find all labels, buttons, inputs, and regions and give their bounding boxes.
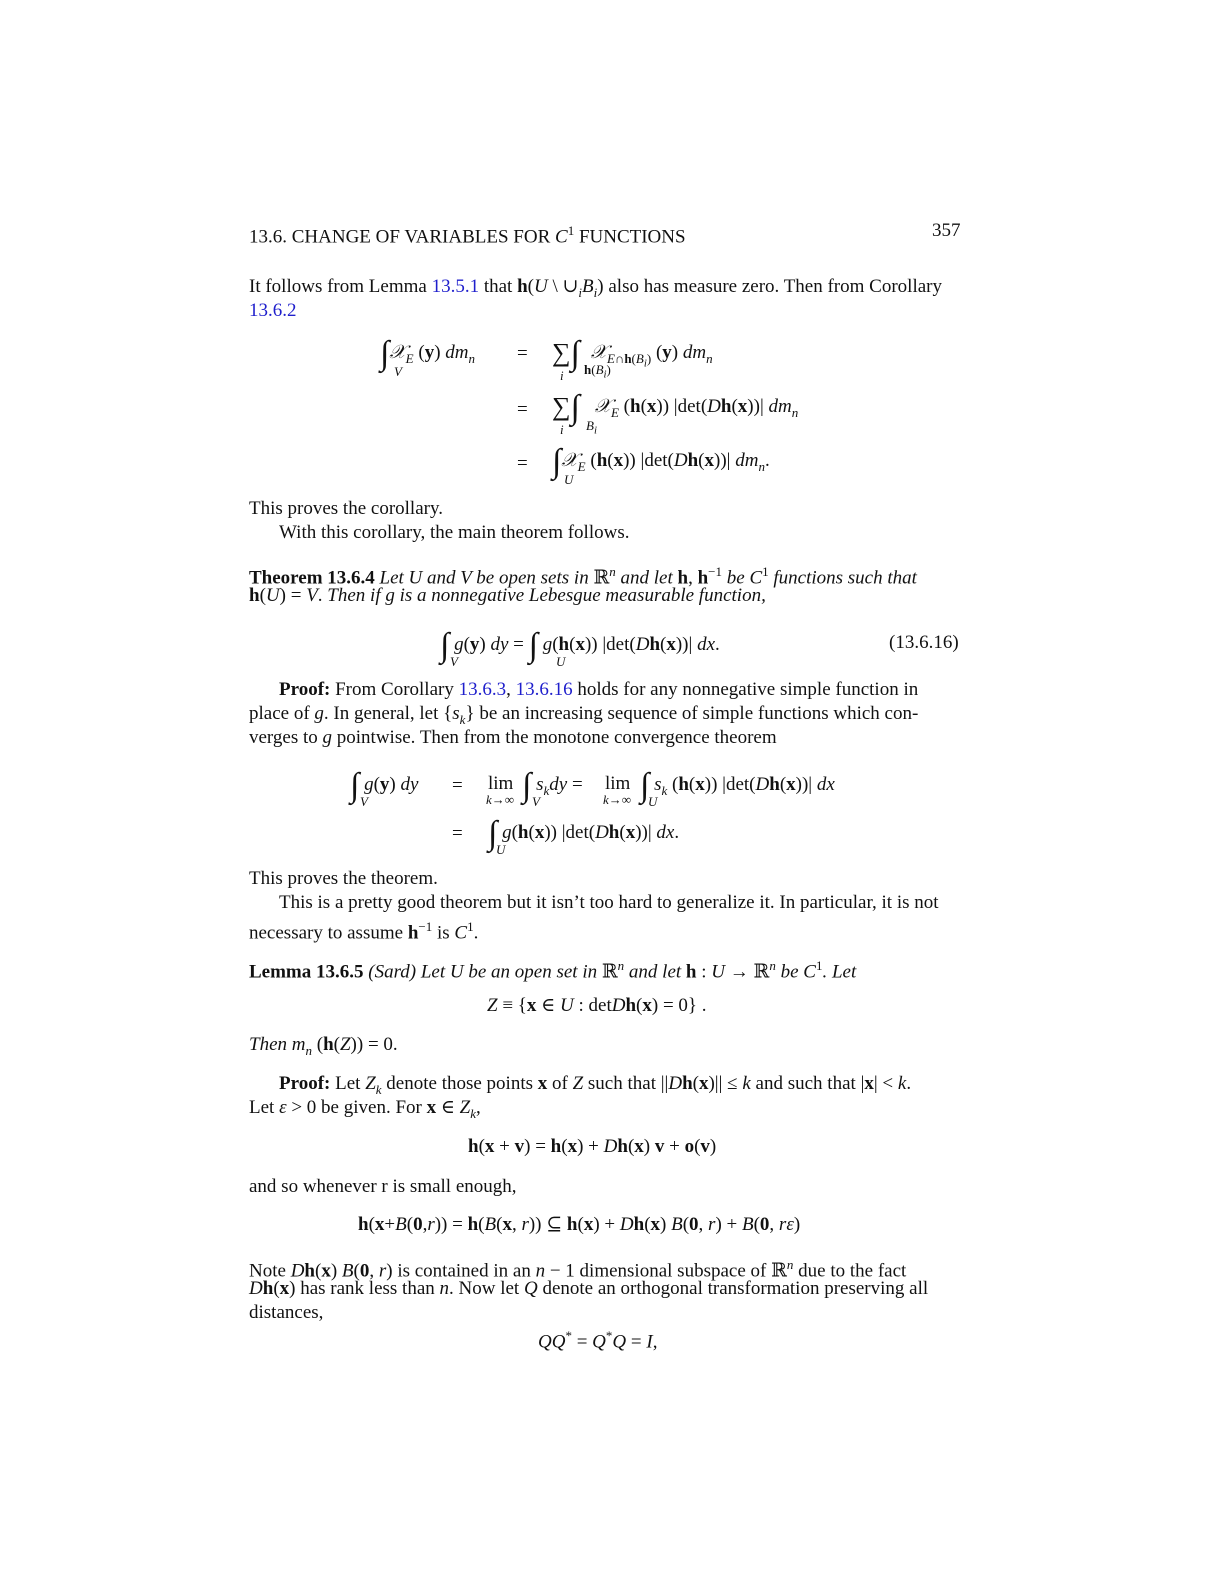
running-header: 13.6. CHANGE OF VARIABLES FOR $C^1$ FUNCTIONS: [249, 223, 686, 248]
theorem-equation: ∫ g(y) dy = ∫ g(h(x)) |det(Dh(x))| dx. V U: [440, 627, 720, 669]
equation-block-2: ∫ g(y) dy V = lim k→∞ ∫ $s_kdy$ = V lim k→∞ ∫ $s_k$ (h(x)) |det(Dh(x))| dx U = ∫ g(h(x)) |det(Dh(x))| dx. U: [350, 767, 835, 857]
orthogonal-identity: QQ* = Q*Q = I,: [538, 1328, 658, 1353]
note-line-1: Note Dh(x) B(0, r) is contained in an n − 1 dimensional subspace of ℝ$^n$ due to the fact: [249, 1257, 907, 1282]
note-line-3: distances,: [249, 1302, 324, 1323]
page-number: 357: [932, 220, 961, 241]
lemma-statement: Lemma 13.6.5 (Sard) Let U be an open set in ℝ$^n$ and let h : U → ℝ$^n$ be $C^1$. Let: [249, 958, 857, 983]
lemma-label: Lemma 13.6.5: [249, 961, 364, 983]
equation-block-1: ∫𝒳$_E$ (y) $dm_n$ V = ∑∫ 𝒳$_{E\cap h(B_i)}$ (y) $dm_n$ i $h(B_i)$ = ∑∫ 𝒳$_E$ (h(x)) |det(Dh(x))| $dm_n$ i $B_i$ = ∫𝒳$_E$ (h(x)) |det(Dh(x))| $dm_n$. U: [380, 335, 799, 487]
with-corollary: With this corollary, the main theorem follows.: [279, 522, 630, 543]
equation-number: (13.6.16): [889, 632, 959, 653]
proves-corollary: This proves the corollary.: [249, 498, 443, 519]
generalize-line-1: This is a pretty good theorem but it isn’t too hard to generalize it. In particular, it is not: [279, 892, 939, 913]
header-section: 13.6. CHANGE OF VARIABLES FOR: [249, 226, 551, 248]
proves-theorem: This proves the theorem.: [249, 868, 438, 889]
proof-1-line-3: verges to g pointwise. Then from the monotone convergence theorem: [249, 727, 777, 748]
whenever-line: and so whenever r is small enough,: [249, 1176, 517, 1197]
equation-13-6-16-link[interactable]: 13.6.16: [515, 679, 573, 700]
paragraph-1: It follows from Lemma 13.5.1 that h(U \ $\cup_iB_i$) also has measure zero. Then from Corollary: [249, 276, 942, 300]
lemma-conclusion: Then $m_n$ (h(Z)) = 0.: [249, 1034, 398, 1058]
proof-2-line-2: Let ε > 0 be given. For x ∈ $Z_k$,: [249, 1097, 481, 1121]
theorem-statement-line-2: h(U) = V. Then if g is a nonnegative Lebesgue measurable function,: [249, 585, 766, 606]
corollary-link[interactable]: 13.6.2: [249, 300, 297, 321]
proof-1-line-2: place of g. In general, let $\{s_k\}$ be an increasing sequence of simple functions which con-: [249, 703, 919, 727]
lemma-link[interactable]: 13.5.1: [431, 276, 480, 297]
theorem-statement-line-1: Theorem 13.6.4 Let U and V be open sets in ℝ$^n$ and let h, $h^{-1}$ be $C^1$ functions such that: [249, 564, 917, 589]
ball-inclusion: h(x+B(0,r)) = h(B(x, r)) ⊆ h(x) + Dh(x) B(0, r) + B(0, rε): [358, 1214, 801, 1235]
generalize-line-2: necessary to assume $h^{-1}$ is $C^1$.: [249, 919, 479, 944]
theorem-label: Theorem 13.6.4: [249, 567, 375, 589]
proof-2-line-1: Proof: Let $Z_k$ denote those points x of Z such that ||Dh(x)|| ≤ k and such that |x| < k.: [279, 1073, 912, 1097]
note-line-2: Dh(x) has rank less than n. Now let Q denote an orthogonal transformation preserving all: [249, 1278, 929, 1299]
differential-equation: h(x + v) = h(x) + Dh(x) v + o(v): [468, 1136, 717, 1157]
proof-1-line-1: Proof: From Corollary 13.6.3, 13.6.16 holds for any nonnegative simple function in: [279, 679, 919, 700]
lemma-set-definition: Z ≡ {x ∈ U : detDh(x) = 0} .: [487, 995, 707, 1016]
corollary-13-6-3-link[interactable]: 13.6.3: [458, 679, 507, 700]
